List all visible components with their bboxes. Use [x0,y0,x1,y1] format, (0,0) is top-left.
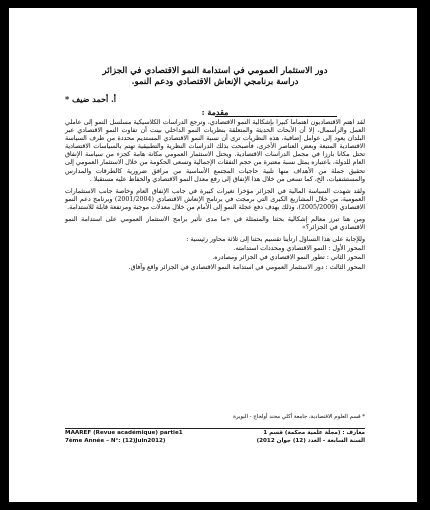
paragraph: ومن هنا تبرز معالم إشكالية بحثنا والمتمثلة في «ما مدى تأثير برامج الاستثمار العمومي على استدامة النمو الاقتصادي في الجزائر؟» [65,216,365,232]
article-title-line2: دراسة برنامجي الإنعاش الاقتصادي ودعم النمو. [131,77,299,87]
paragraph: لقد اهتم الاقتصاديون اهتماما كبيرا بإشكالية النمو الاقتصادي، وترجع الدراسات الكلاسيكية مسلسل النمو إلى عاملي العمل والرأسمال، إلا أن الأبحاث الحديثة والمتعلقة بنظريات النمو الداخلي بينت أن تفاوت النمو الاقتصادي عبر البلدان يعود إلى عوامل إضافية، هذه النظريات ترى أن نسبة النمو الاقتصادي المستديم محددة من طرف السياسة الاقتصادية المتبعة وبعض العناصر الأخرى، فأصبحت بذلك الدراسات النظرية والتطبيقية تهتم بالسياسات الاقتصادية تحتل مكانا بارزا في مجمل الدراسات الاقتصادية. ويحتل الاستثمار العمومي مكانة هامة كجزء من سياسة الإنفاق العام للدولة، باعتباره يمثل نسبة معتبرة من حجم النفقات الإجمالية وتسعى الحكومة من خلال الاستثمار العمومي إلى تحقيق جملة من الأهداف منها تلبية حاجيات المجتمع الأساسية من مرافق ضرورية كالطرقات والمدارس والمستشفيات، الخ، كما تسعى من خلال هذا الإنفاق إلى رفع معدل النمو الاقتصادي والحفاظ عليه مستقبلا . [65,119,365,183]
article-text [65,119,365,272]
footnote: * قسم العلوم الاقتصادية، جامعة أكلي محند أولحاج - البويرة [233,414,365,420]
footer-journal-name: MAAREF (Revue académique) partie1 [65,430,183,436]
intro-heading-wrap [65,107,365,117]
footer-journal-name-ar: معارف : (مجلة علمية محكمة) قسم 1 [263,430,365,436]
footer-journal-latin [65,430,185,445]
intro-heading: مقدمة : [201,107,229,117]
axis-item: المحور الثالث : دور الاستثمار العمومي في استدامة النمو الاقتصادي في الجزائر واقع وآفاق. [128,263,365,271]
footer-issue-ar: السنة السابعة - العدد (12) جوان 2012) [256,437,365,444]
axis-item: المحور الثاني : تطور النمو الاقتصادي في الجزائر ومصادره. [212,254,365,262]
footer-journal-arabic [245,430,365,445]
paragraph: ولقد شهدت السياسة المالية في الجزائر مؤخرا تغيرات كبيرة في جانب الإنفاق العام وخاصة جانب الاستثمارات العمومية، من خلال المشاريع الكبرى التي برمجت في برنامج الإنعاش الاقتصادي (2001/2004) وبرنامج دعم النمو الاقتصادي (2005/2009)، وذلك بهدف دفع عجلة النمو إلى الأمام من خلال معدلات موجبة ومرتفعة قابلة للاستدامة. [65,187,365,211]
article-title-line1: دور الاستثمار العمومي في استدامة النمو الاقتصادي في الجزائر [102,66,328,76]
footer-divider [65,428,365,429]
heading-underline [215,116,337,117]
document-page [9,8,417,502]
author-name: أ. أحمد ضيف * [65,94,117,104]
axis-item: المحور الأول : النمو الاقتصادي ومحددات استدامته. [233,245,365,253]
footer-issue: 7ème Année – N°: (12)Juin2012) [65,437,166,444]
paragraph: وللإجابة على هذا التساؤل ارتأينا تقسيم بحثنا إلى ثلاثة محاور رئيسية : [186,236,365,244]
